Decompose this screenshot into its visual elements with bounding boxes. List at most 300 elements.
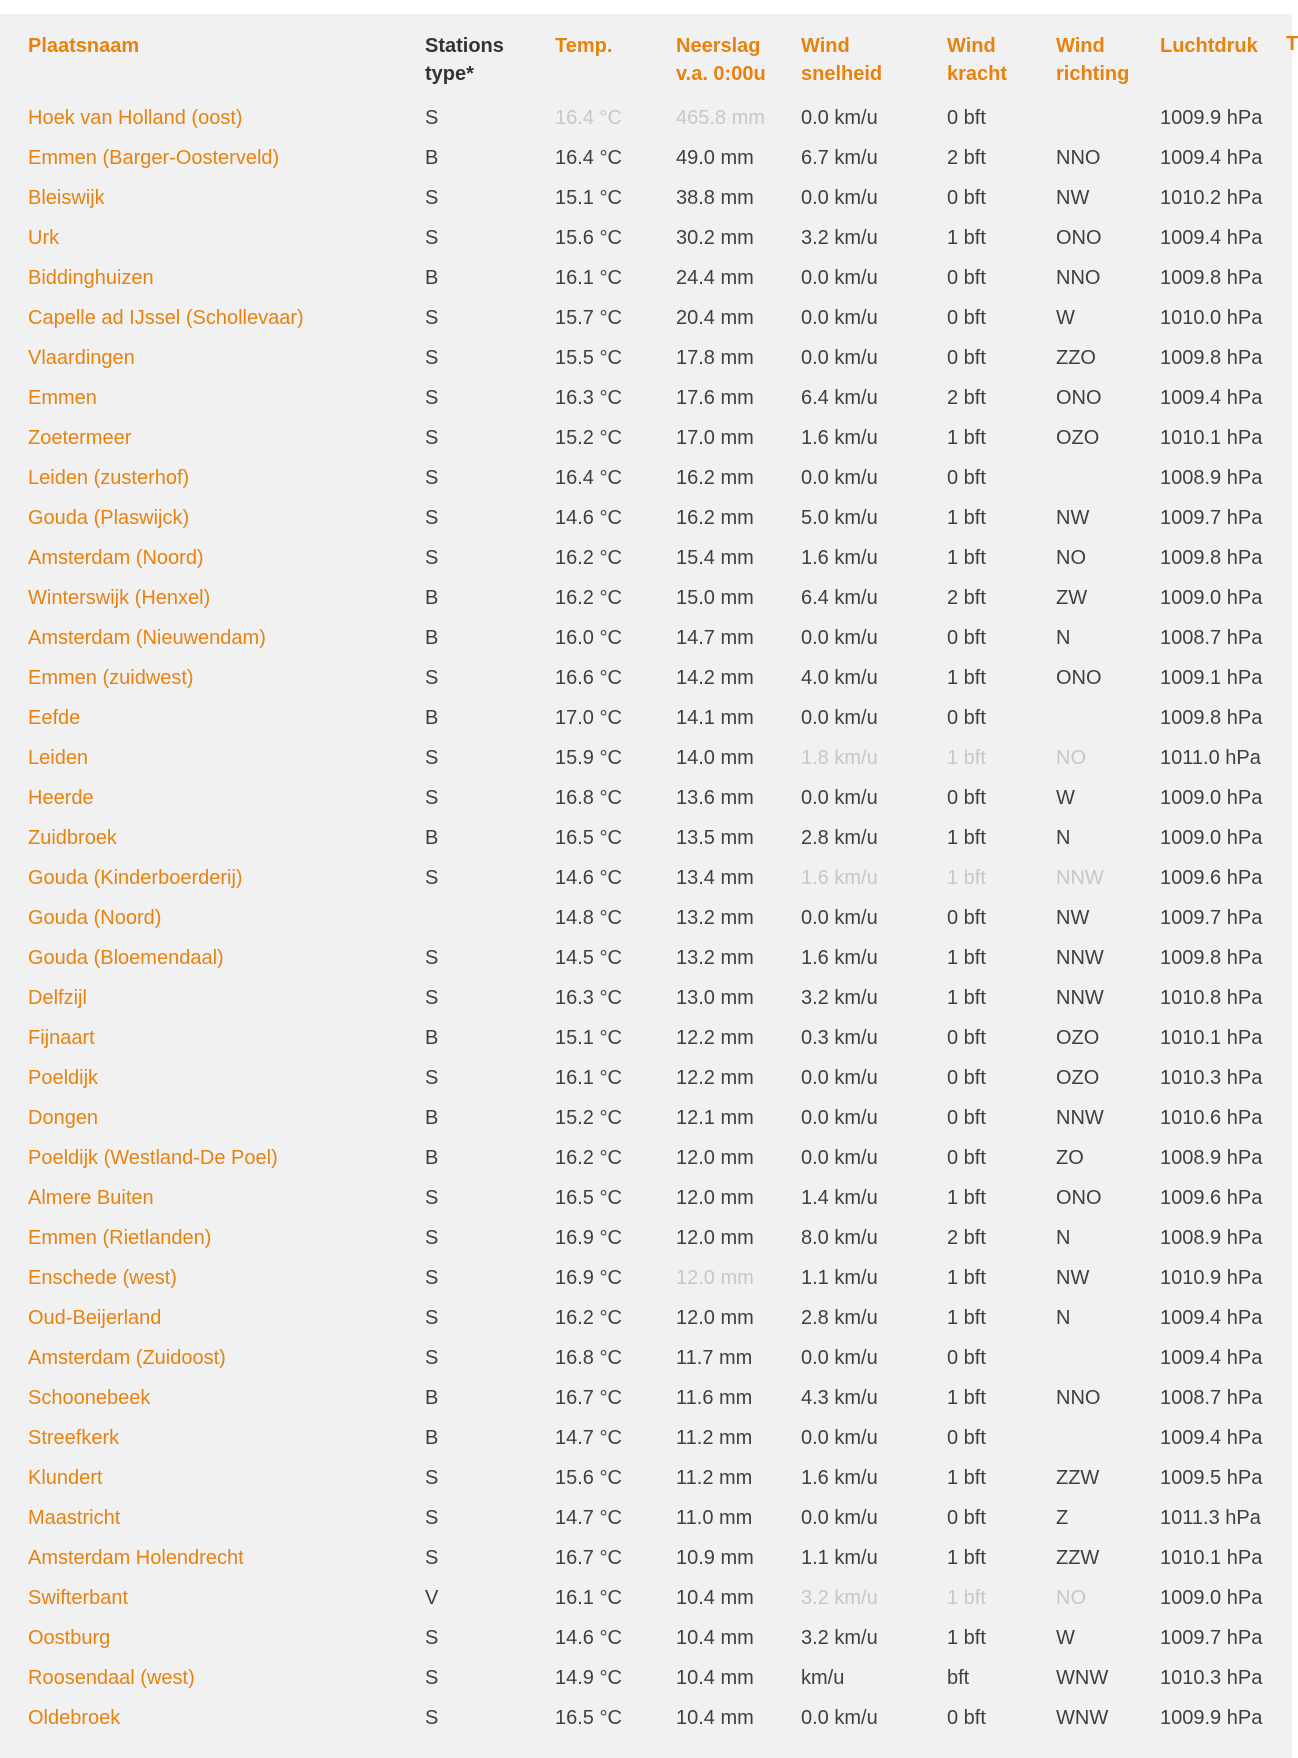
temperature-cell: 16.9 °C [555, 1267, 622, 1289]
wind-direction-cell: N [1056, 627, 1071, 649]
column-header-temp[interactable] [555, 14, 676, 98]
precipitation-cell: 10.4 mm [676, 1707, 754, 1729]
place-name-link[interactable]: Winterswijk (Henxel) [28, 587, 211, 609]
table-row [0, 1418, 1292, 1458]
precipitation-cell: 11.0 mm [676, 1507, 753, 1529]
table-row [0, 938, 1292, 978]
wind-force-cell: 0 bft [947, 1347, 986, 1369]
station-type-cell: S [425, 1067, 439, 1089]
wind-speed-cell: 4.3 km/u [801, 1387, 878, 1409]
column-header-luchtdruk[interactable] [1160, 14, 1292, 98]
air-pressure-cell: 1010.3 hPa [1160, 1067, 1263, 1089]
table-row [0, 1378, 1292, 1418]
temperature-cell: 16.3 °C [555, 987, 622, 1009]
place-name-link[interactable]: Enschede (west) [28, 1267, 177, 1289]
temperature-cell: 14.7 °C [555, 1507, 622, 1529]
station-type-cell: S [425, 787, 439, 809]
table-row [0, 818, 1292, 858]
table-row [0, 1338, 1292, 1378]
wind-speed-cell: 1.1 km/u [801, 1267, 878, 1289]
wind-speed-cell: 1.6 km/u [801, 547, 878, 569]
wind-direction-cell: ONO [1056, 667, 1102, 689]
precipitation-cell: 14.1 mm [676, 707, 754, 729]
air-pressure-cell: 1009.7 hPa [1160, 507, 1263, 529]
place-name-link[interactable]: Poeldijk (Westland-De Poel) [28, 1147, 278, 1169]
wind-speed-cell: 6.4 km/u [801, 387, 878, 409]
wind-speed-cell: 0.0 km/u [801, 347, 878, 369]
temperature-cell: 16.9 °C [555, 1227, 622, 1249]
wind-direction-cell: NW [1056, 1267, 1090, 1289]
place-name-link[interactable]: Leiden (zusterhof) [28, 467, 190, 489]
place-name-link[interactable]: Gouda (Kinderboerderij) [28, 867, 243, 889]
temperature-cell: 15.1 °C [555, 1027, 622, 1049]
temperature-cell: 16.1 °C [555, 1587, 622, 1609]
wind-force-cell: 0 bft [947, 187, 986, 209]
wind-force-cell: 2 bft [947, 387, 986, 409]
place-name-link[interactable]: Streefkerk [28, 1427, 120, 1449]
temperature-cell: 16.6 °C [555, 667, 622, 689]
temperature-cell: 17.0 °C [555, 707, 622, 729]
air-pressure-cell: 1009.9 hPa [1160, 1707, 1263, 1729]
precipitation-cell: 10.4 mm [676, 1627, 754, 1649]
wind-speed-cell: 6.4 km/u [801, 587, 878, 609]
place-name-link[interactable]: Maastricht [28, 1507, 121, 1529]
air-pressure-cell: 1009.8 hPa [1160, 267, 1263, 289]
column-header-label: Stations type* [425, 35, 504, 85]
wind-force-cell: 1 bft [947, 427, 986, 449]
wind-speed-cell: 4.0 km/u [801, 667, 878, 689]
station-type-cell: S [425, 1307, 439, 1329]
wind-direction-cell [1056, 1338, 1160, 1378]
place-name-link[interactable]: Amsterdam (Nieuwendam) [28, 627, 266, 649]
wind-speed-cell: 0.0 km/u [801, 1707, 878, 1729]
temperature-cell: 14.9 °C [555, 1667, 622, 1689]
wind-force-cell: 1 bft [947, 1387, 986, 1409]
station-type-cell: B [425, 627, 439, 649]
wind-speed-cell: 6.7 km/u [801, 147, 878, 169]
wind-direction-cell: NNW [1056, 987, 1104, 1009]
wind-direction-cell [1056, 98, 1160, 138]
place-name-link[interactable]: Emmen (Rietlanden) [28, 1227, 212, 1249]
wind-direction-cell: ZZW [1056, 1547, 1100, 1569]
wind-force-cell: 0 bft [947, 1707, 986, 1729]
temperature-cell: 14.6 °C [555, 507, 622, 529]
table-row [0, 1058, 1292, 1098]
precipitation-cell: 49.0 mm [676, 147, 754, 169]
station-type-cell: S [425, 1507, 439, 1529]
temperature-cell: 16.1 °C [555, 1067, 622, 1089]
wind-speed-cell: 0.0 km/u [801, 1347, 878, 1369]
table-row [0, 98, 1292, 138]
wind-speed-cell: 0.0 km/u [801, 107, 878, 129]
table-row [0, 258, 1292, 298]
wind-force-cell: bft [947, 1667, 970, 1689]
table-row [0, 1538, 1292, 1578]
air-pressure-cell: 1009.0 hPa [1160, 827, 1263, 849]
precipitation-cell: 13.5 mm [676, 827, 754, 849]
wind-direction-cell: NNW [1056, 1107, 1104, 1129]
temperature-cell: 16.4 °C [555, 147, 622, 169]
table-row [0, 858, 1292, 898]
table-row [0, 378, 1292, 418]
precipitation-cell: 11.7 mm [676, 1347, 753, 1369]
wind-direction-cell: WNW [1056, 1667, 1109, 1689]
table-row [0, 178, 1292, 218]
air-pressure-cell: 1010.6 hPa [1160, 1107, 1263, 1129]
station-type-cell: B [425, 1427, 439, 1449]
station-type-cell: S [425, 227, 439, 249]
station-type-cell: S [425, 187, 439, 209]
station-type-cell: S [425, 1707, 439, 1729]
column-header-plaatsnaam[interactable] [0, 14, 425, 98]
temperature-cell: 14.7 °C [555, 1427, 622, 1449]
place-name-link[interactable]: Swifterbant [28, 1587, 129, 1609]
station-type-cell: S [425, 347, 439, 369]
air-pressure-cell: 1009.6 hPa [1160, 867, 1263, 889]
air-pressure-cell: 1010.1 hPa [1160, 427, 1263, 449]
precipitation-cell: 17.0 mm [676, 427, 754, 449]
precipitation-cell: 10.4 mm [676, 1667, 754, 1689]
place-name-link[interactable]: Schoonebeek [28, 1387, 151, 1409]
station-type-cell: S [425, 1267, 439, 1289]
place-name-link[interactable]: Oostburg [28, 1627, 111, 1649]
wind-speed-cell: 5.0 km/u [801, 507, 878, 529]
precipitation-cell: 13.2 mm [676, 947, 754, 969]
wind-force-cell: 1 bft [947, 547, 986, 569]
place-name-link[interactable]: Emmen (Barger-Oosterveld) [28, 147, 280, 169]
wind-force-cell: 0 bft [947, 267, 986, 289]
table-row [0, 338, 1292, 378]
air-pressure-cell: 1009.8 hPa [1160, 707, 1263, 729]
table-row [0, 538, 1292, 578]
wind-direction-cell: W [1056, 787, 1075, 809]
precipitation-cell: 12.2 mm [676, 1027, 754, 1049]
wind-speed-cell: 2.8 km/u [801, 1307, 878, 1329]
place-name-link[interactable]: Poeldijk [28, 1067, 99, 1089]
air-pressure-cell: 1008.7 hPa [1160, 627, 1263, 649]
wind-direction-cell: NNO [1056, 147, 1101, 169]
place-name-link[interactable]: Zoetermeer [28, 427, 132, 449]
station-type-cell: S [425, 1467, 439, 1489]
column-header-stations-type [425, 14, 555, 98]
air-pressure-cell: 1009.7 hPa [1160, 907, 1263, 929]
table-row [0, 418, 1292, 458]
station-type-cell: B [425, 1387, 439, 1409]
wind-speed-cell: 1.4 km/u [801, 1187, 878, 1209]
table-row [0, 1098, 1292, 1138]
temperature-cell: 16.2 °C [555, 1147, 622, 1169]
station-type-cell: S [425, 747, 439, 769]
wind-speed-cell: 2.8 km/u [801, 827, 878, 849]
temperature-cell: 16.8 °C [555, 1347, 622, 1369]
column-header-neerslag[interactable] [676, 14, 801, 98]
station-type-cell: S [425, 1667, 439, 1689]
station-type-cell: S [425, 1187, 439, 1209]
air-pressure-cell: 1009.7 hPa [1160, 1627, 1263, 1649]
column-header-label: Wind snelheid [801, 35, 883, 85]
precipitation-cell: 465.8 mm [676, 107, 765, 129]
wind-speed-cell: 0.0 km/u [801, 1107, 878, 1129]
wind-speed-cell: km/u [801, 1667, 845, 1689]
air-pressure-cell: 1010.1 hPa [1160, 1547, 1263, 1569]
precipitation-cell: 12.2 mm [676, 1067, 754, 1089]
wind-force-cell: 1 bft [947, 227, 986, 249]
wind-speed-cell: 0.0 km/u [801, 467, 878, 489]
temperature-cell: 16.4 °C [555, 107, 622, 129]
wind-force-cell: 0 bft [947, 787, 986, 809]
station-type-cell [425, 898, 555, 938]
wind-force-cell: 0 bft [947, 307, 986, 329]
place-name-link[interactable]: Oud-Beijerland [28, 1307, 162, 1329]
temperature-cell: 16.2 °C [555, 1307, 622, 1329]
temperature-cell: 16.7 °C [555, 1387, 622, 1409]
precipitation-cell: 24.4 mm [676, 267, 754, 289]
table-row [0, 578, 1292, 618]
table-row [0, 658, 1292, 698]
precipitation-cell: 14.0 mm [676, 747, 754, 769]
column-header-label: Neerslag v.a. 0:00u [676, 35, 766, 85]
place-name-link[interactable]: Hoek van Holland (oost) [28, 107, 243, 129]
station-type-cell: S [425, 1547, 439, 1569]
wind-speed-cell: 1.8 km/u [801, 747, 878, 769]
temperature-cell: 16.7 °C [555, 1547, 622, 1569]
air-pressure-cell: 1008.7 hPa [1160, 1387, 1263, 1409]
wind-force-cell: 0 bft [947, 1427, 986, 1449]
place-name-link[interactable]: Biddinghuizen [28, 267, 154, 289]
place-name-link[interactable]: Leiden [28, 747, 89, 769]
table-row [0, 458, 1292, 498]
precipitation-cell: 12.1 mm [676, 1107, 754, 1129]
place-name-link[interactable]: Gouda (Noord) [28, 907, 162, 929]
wind-direction-cell [1056, 698, 1160, 738]
place-name-link[interactable]: Amsterdam (Zuidoost) [28, 1347, 226, 1369]
precipitation-cell: 17.6 mm [676, 387, 754, 409]
wind-force-cell: 2 bft [947, 1227, 986, 1249]
table-row [0, 1618, 1292, 1658]
wind-direction-cell: NNO [1056, 1387, 1101, 1409]
wind-speed-cell: 0.3 km/u [801, 1027, 878, 1049]
temperature-cell: 16.4 °C [555, 467, 622, 489]
place-name-link[interactable]: Eefde [28, 707, 81, 729]
place-name-link[interactable]: Gouda (Bloemendaal) [28, 947, 224, 969]
wind-speed-cell: 0.0 km/u [801, 267, 878, 289]
wind-force-cell: 1 bft [947, 1187, 986, 1209]
precipitation-cell: 12.0 mm [676, 1187, 754, 1209]
wind-force-cell: 1 bft [947, 827, 986, 849]
place-name-link[interactable]: Urk [28, 227, 60, 249]
place-name-link[interactable]: Amsterdam Holendrecht [28, 1547, 244, 1569]
place-name-link[interactable]: Emmen (zuidwest) [28, 667, 194, 689]
column-header-label: Temp. [555, 35, 613, 57]
temperature-cell: 15.9 °C [555, 747, 622, 769]
air-pressure-cell: 1009.8 hPa [1160, 347, 1263, 369]
station-type-cell: V [425, 1587, 439, 1609]
wind-force-cell: 0 bft [947, 1067, 986, 1089]
station-type-cell: B [425, 1027, 439, 1049]
wind-force-cell: 1 bft [947, 947, 986, 969]
wind-direction-cell: NW [1056, 187, 1090, 209]
wind-force-cell: 2 bft [947, 587, 986, 609]
precipitation-cell: 20.4 mm [676, 307, 754, 329]
wind-direction-cell: ZO [1056, 1147, 1084, 1169]
wind-speed-cell: 1.6 km/u [801, 867, 878, 889]
station-type-cell: B [425, 147, 439, 169]
wind-direction-cell: ONO [1056, 387, 1102, 409]
table-row [0, 1138, 1292, 1178]
air-pressure-cell: 1008.9 hPa [1160, 1147, 1263, 1169]
station-type-cell: S [425, 667, 439, 689]
air-pressure-cell: 1009.4 hPa [1160, 1347, 1263, 1369]
wind-force-cell: 1 bft [947, 507, 986, 529]
wind-force-cell: 0 bft [947, 707, 986, 729]
wind-force-cell: 1 bft [947, 747, 986, 769]
wind-speed-cell: 0.0 km/u [801, 627, 878, 649]
wind-direction-cell: N [1056, 1307, 1071, 1329]
wind-speed-cell: 0.0 km/u [801, 907, 878, 929]
temperature-cell: 15.2 °C [555, 427, 622, 449]
wind-speed-cell: 0.0 km/u [801, 1067, 878, 1089]
wind-direction-cell: ONO [1056, 1187, 1102, 1209]
precipitation-cell: 16.2 mm [676, 467, 754, 489]
precipitation-cell: 12.0 mm [676, 1307, 754, 1329]
wind-direction-cell: ZZO [1056, 347, 1096, 369]
temperature-cell: 15.6 °C [555, 1467, 622, 1489]
precipitation-cell: 10.4 mm [676, 1587, 754, 1609]
air-pressure-cell: 1009.4 hPa [1160, 147, 1263, 169]
temperature-cell: 16.5 °C [555, 827, 622, 849]
wind-direction-cell: NW [1056, 507, 1090, 529]
air-pressure-cell: 1009.8 hPa [1160, 547, 1263, 569]
wind-force-cell: 1 bft [947, 1267, 986, 1289]
wind-force-cell: 1 bft [947, 987, 986, 1009]
air-pressure-cell: 1010.0 hPa [1160, 307, 1263, 329]
place-name-link[interactable]: Delfzijl [28, 987, 87, 1009]
place-name-link[interactable]: Klundert [28, 1467, 103, 1489]
wind-speed-cell: 1.6 km/u [801, 1467, 878, 1489]
wind-speed-cell: 1.1 km/u [801, 1547, 878, 1569]
wind-force-cell: 0 bft [947, 107, 986, 129]
table-row [0, 1218, 1292, 1258]
wind-speed-cell: 0.0 km/u [801, 1427, 878, 1449]
wind-direction-cell: ZZW [1056, 1467, 1100, 1489]
table-row [0, 1698, 1292, 1738]
wind-force-cell: 0 bft [947, 1147, 986, 1169]
temperature-cell: 15.2 °C [555, 1107, 622, 1129]
place-name-link[interactable]: Heerde [28, 787, 94, 809]
weather-table-area [0, 14, 1292, 1758]
air-pressure-cell: 1009.0 hPa [1160, 587, 1263, 609]
temperature-cell: 16.5 °C [555, 1707, 622, 1729]
wind-direction-cell: NO [1056, 547, 1086, 569]
clipped-next-column-header: T [1286, 33, 1298, 55]
place-name-link[interactable]: Capelle ad IJssel (Schollevaar) [28, 307, 304, 329]
wind-speed-cell: 0.0 km/u [801, 307, 878, 329]
station-type-cell: B [425, 587, 439, 609]
header-row [0, 14, 1292, 98]
precipitation-cell: 13.2 mm [676, 907, 754, 929]
place-name-link[interactable]: Roosendaal (west) [28, 1667, 195, 1689]
column-header-wind-richting[interactable] [1056, 14, 1160, 98]
station-type-cell: B [425, 1107, 439, 1129]
place-name-link[interactable]: Zuidbroek [28, 827, 117, 849]
table-row [0, 498, 1292, 538]
wind-force-cell: 1 bft [947, 667, 986, 689]
place-name-link[interactable]: Emmen [28, 387, 97, 409]
precipitation-cell: 38.8 mm [676, 187, 754, 209]
place-name-link[interactable]: Gouda (Plaswijck) [28, 507, 190, 529]
station-type-cell: S [425, 1227, 439, 1249]
table-row [0, 778, 1292, 818]
wind-direction-cell: ONO [1056, 227, 1102, 249]
air-pressure-cell: 1009.6 hPa [1160, 1187, 1263, 1209]
temperature-cell: 15.7 °C [555, 307, 622, 329]
wind-force-cell: 0 bft [947, 467, 986, 489]
place-name-link[interactable]: Amsterdam (Noord) [28, 547, 204, 569]
table-row [0, 618, 1292, 658]
temperature-cell: 16.2 °C [555, 547, 622, 569]
station-type-cell: S [425, 507, 439, 529]
wind-speed-cell: 0.0 km/u [801, 187, 878, 209]
station-type-cell: S [425, 547, 439, 569]
column-header-wind-kracht[interactable] [947, 14, 1056, 98]
wind-direction-cell: NO [1056, 1587, 1086, 1609]
air-pressure-cell: 1008.9 hPa [1160, 1227, 1263, 1249]
wind-speed-cell: 0.0 km/u [801, 1147, 878, 1169]
wind-direction-cell: ZW [1056, 587, 1088, 609]
precipitation-cell: 13.0 mm [676, 987, 754, 1009]
temperature-cell: 15.5 °C [555, 347, 622, 369]
precipitation-cell: 15.0 mm [676, 587, 754, 609]
wind-direction-cell: OZO [1056, 1067, 1100, 1089]
air-pressure-cell: 1009.1 hPa [1160, 667, 1263, 689]
wind-speed-cell: 0.0 km/u [801, 787, 878, 809]
wind-speed-cell: 3.2 km/u [801, 987, 878, 1009]
air-pressure-cell: 1010.9 hPa [1160, 1267, 1263, 1289]
column-header-label: Luchtdruk [1160, 35, 1258, 57]
air-pressure-cell: 1010.1 hPa [1160, 1027, 1263, 1049]
temperature-cell: 16.5 °C [555, 1187, 622, 1209]
weather-table [0, 14, 1292, 1738]
wind-direction-cell: NNW [1056, 867, 1104, 889]
column-header-label: Wind richting [1056, 35, 1130, 85]
temperature-cell: 14.8 °C [555, 907, 622, 929]
air-pressure-cell: 1009.4 hPa [1160, 227, 1263, 249]
temperature-cell: 16.0 °C [555, 627, 622, 649]
table-row [0, 298, 1292, 338]
column-header-label: Wind kracht [947, 35, 1008, 85]
station-type-cell: B [425, 707, 439, 729]
station-type-cell: S [425, 1347, 439, 1369]
column-header-wind-snelheid[interactable] [801, 14, 947, 98]
table-row [0, 1458, 1292, 1498]
air-pressure-cell: 1009.0 hPa [1160, 1587, 1263, 1609]
station-type-cell: B [425, 1147, 439, 1169]
place-name-link[interactable]: Fijnaart [28, 1027, 95, 1049]
wind-direction-cell: N [1056, 1227, 1071, 1249]
wind-force-cell: 0 bft [947, 347, 986, 369]
place-name-link[interactable]: Bleiswijk [28, 187, 105, 209]
precipitation-cell: 12.0 mm [676, 1267, 754, 1289]
place-name-link[interactable]: Dongen [28, 1107, 99, 1129]
precipitation-cell: 16.2 mm [676, 507, 754, 529]
place-name-link[interactable]: Almere Buiten [28, 1187, 154, 1209]
table-row [0, 218, 1292, 258]
place-name-link[interactable]: Vlaardingen [28, 347, 135, 369]
page-top-strip [0, 0, 1292, 14]
place-name-link[interactable]: Oldebroek [28, 1707, 121, 1729]
table-row [0, 1178, 1292, 1218]
table-row [0, 698, 1292, 738]
